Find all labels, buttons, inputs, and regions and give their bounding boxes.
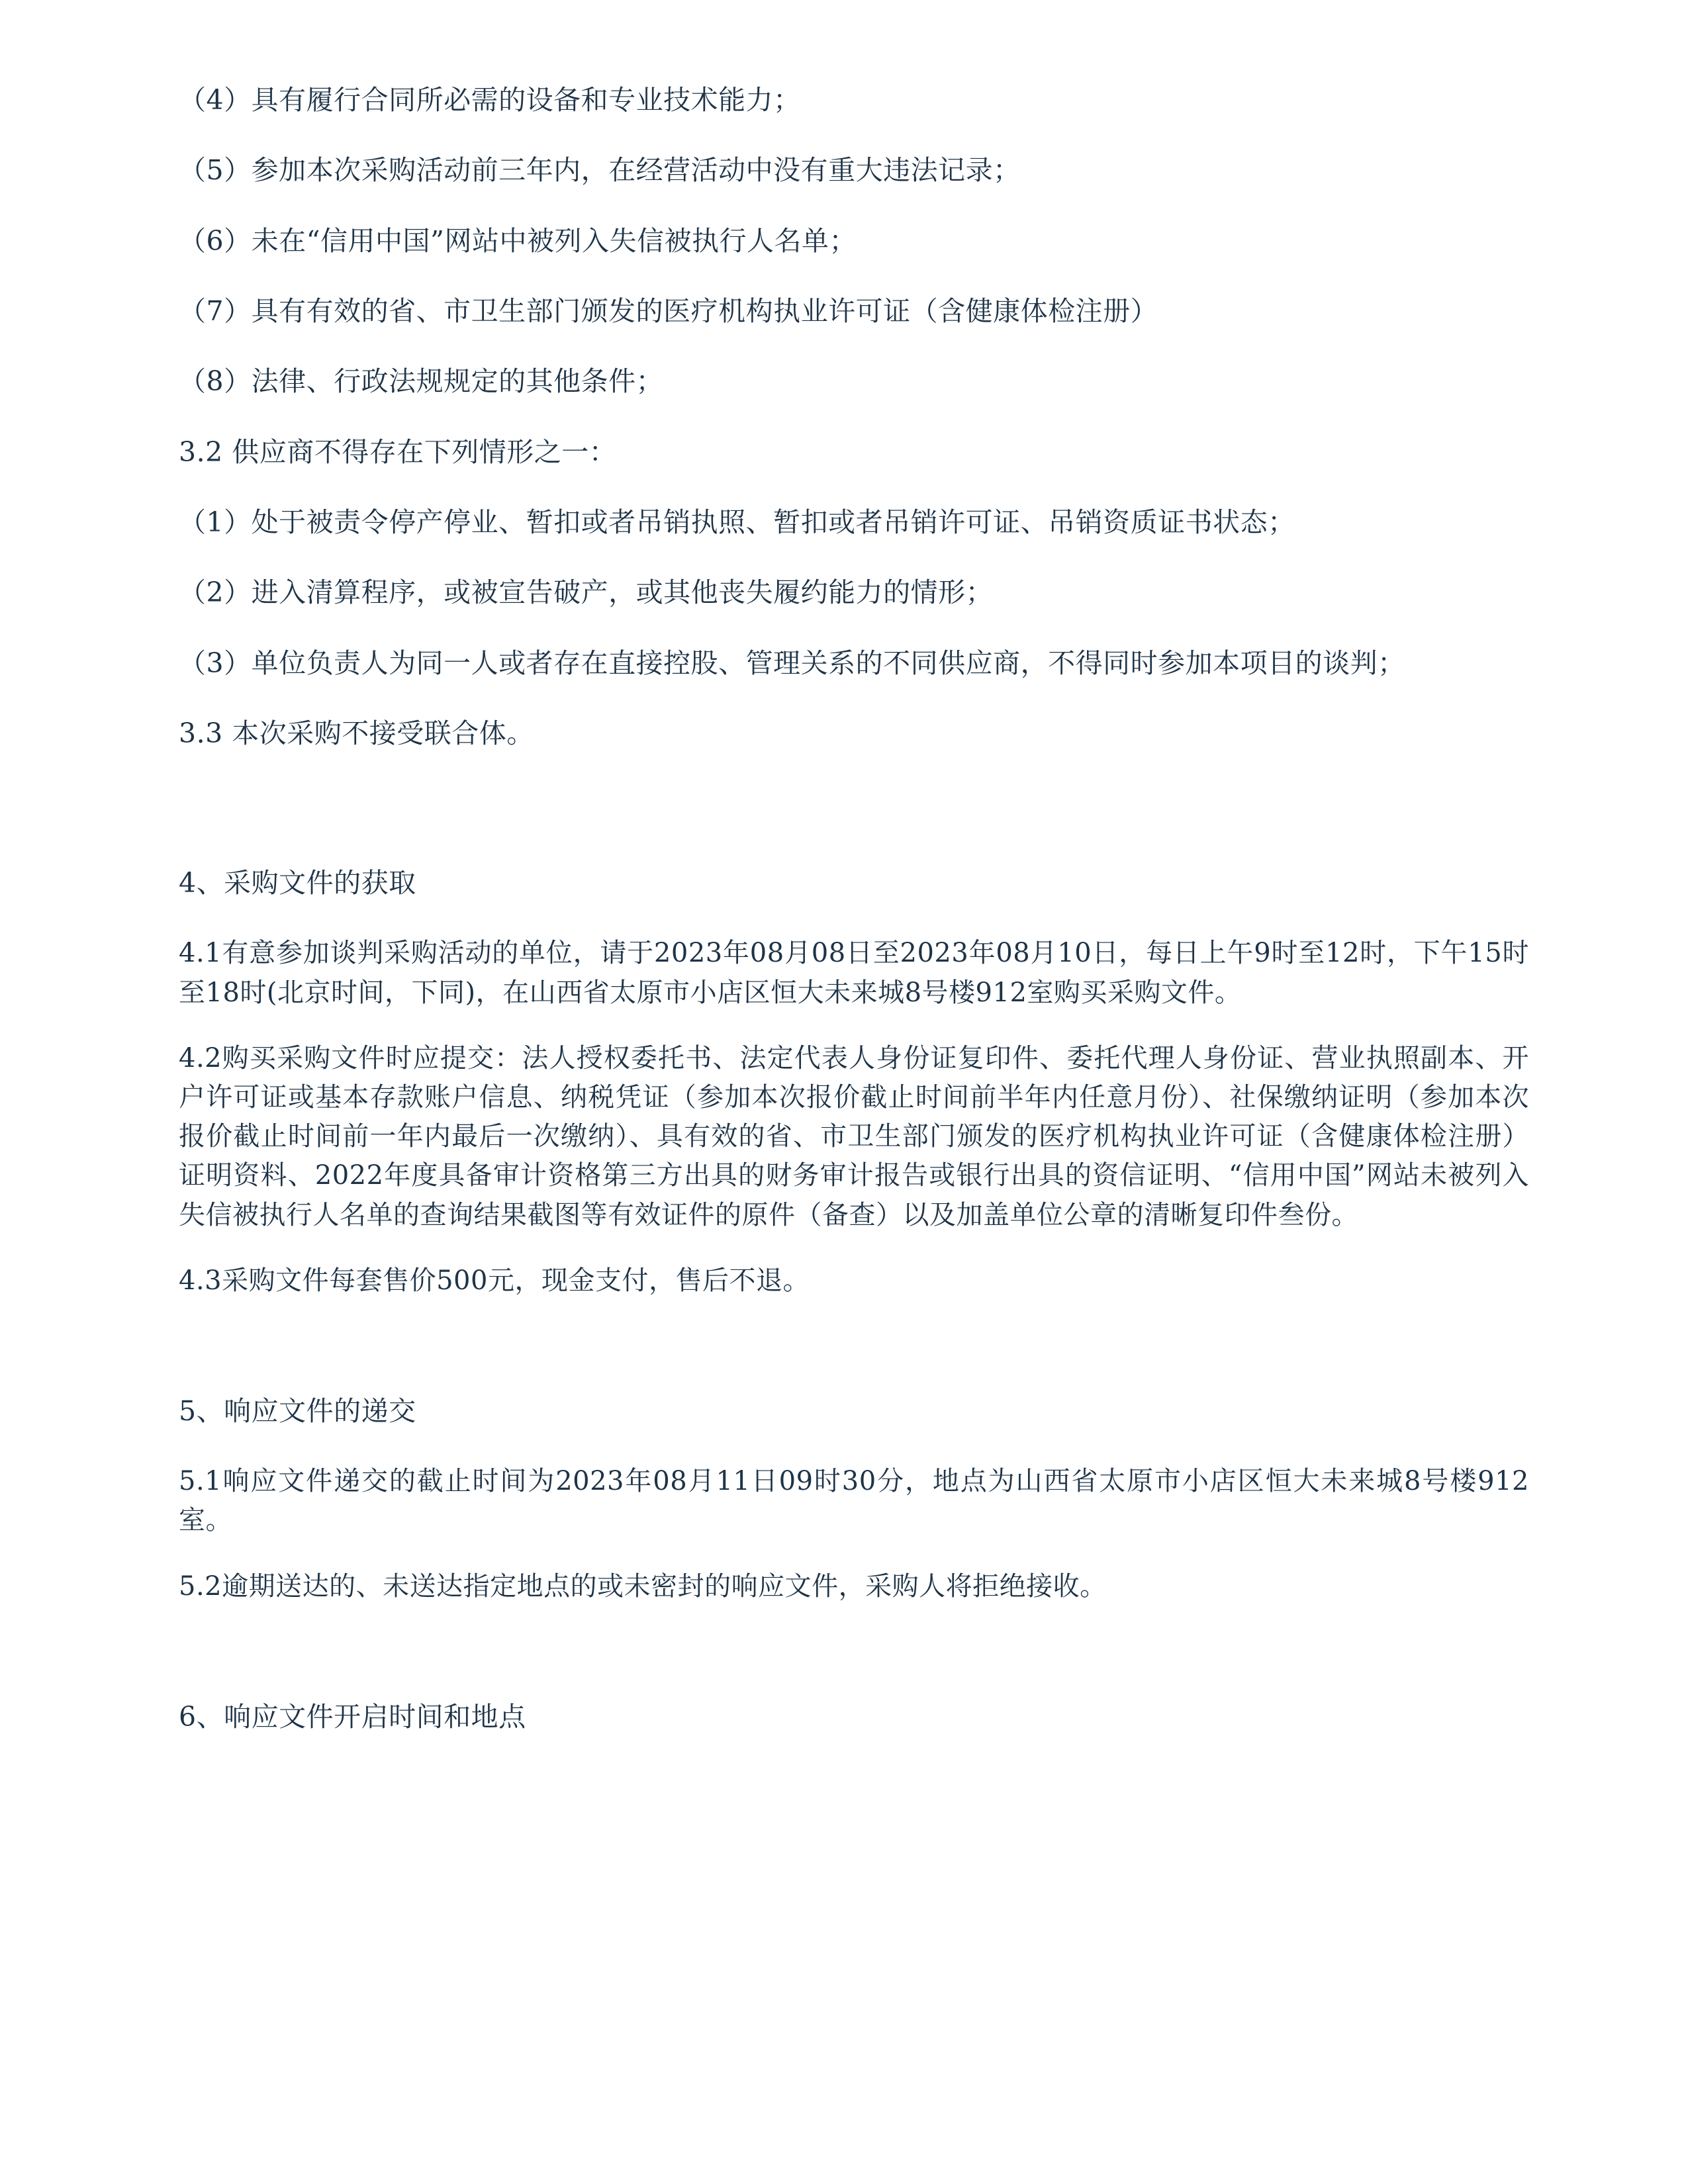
clause-3-2-item: （2）进入清算程序，或被宣告破产，或其他丧失履约能力的情形； (179, 576, 994, 609)
section-heading-5: 5、响应文件的递交 (179, 1394, 416, 1427)
clause-3-2-title: 3.2 供应商不得存在下列情形之一： (179, 435, 617, 468)
section-spacer (179, 1327, 1529, 1390)
paragraph-5-1: 5.1响应文件递交的截止时间为2023年08月11日09时30分，地点为山西省太原市小店区恒大未来城8号楼912室。 (179, 1466, 1529, 1536)
paragraph-4-1: 4.1有意参加谈判采购活动的单位，请于2023年08月08日至2023年08月10日，每日上午9时至12时，下午15时至18时(北京时间，下同)，在山西省太原市小店区恒大未来城8号楼912室购买采购文件。 (179, 938, 1529, 1008)
section-heading-6: 6、响应文件开启时间和地点 (179, 1700, 526, 1733)
clause-item: （8）法律、行政法规规定的其他条件； (179, 365, 664, 398)
section-spacer (179, 1633, 1529, 1696)
paragraph-4-3: 4.3采购文件每套售价500元，现金支付，售后不退。 (179, 1265, 810, 1296)
clause-item: （6）未在“信用中国”网站中被列入失信被执行人名单； (179, 224, 857, 257)
document-body (179, 79, 1529, 1737)
paragraph-4-2: 4.2购买采购文件时应提交：法人授权委托书、法定代表人身份证复印件、委托代理人身份证、营业执照副本、开户许可证或基本存款账户信息、纳税凭证（参加本次报价截止时间前半年内任意月份）、社保缴纳证明（参加本次报价截止时间前一年内最后一次缴纳）、具有效的省、市卫生部门颁发的医疗机构执业许可证（含健康体检注册）证明资料、2022年度具备审计资格第三方出具的财务审计报告或银行出具的资信证明、“信用中国”网站未被列入失信被执行人名单的查询结果截图等有效证件的原件（备查）以及加盖单位公章的清晰复印件叁份。 (179, 1042, 1529, 1230)
clause-item: （7）具有有效的省、市卫生部门颁发的医疗机构执业许可证（含健康体检注册） (179, 295, 1158, 327)
clause-3-2-item: （3）单位负责人为同一人或者存在直接控股、管理关系的不同供应商，不得同时参加本项目的谈判； (179, 647, 1405, 679)
paragraph-5-2: 5.2逾期送达的、未送达指定地点的或未密封的响应文件，采购人将拒绝接收。 (179, 1570, 1107, 1602)
section-heading-4: 4、采购文件的获取 (179, 867, 416, 899)
clause-3-3: 3.3 本次采购不接受联合体。 (179, 717, 534, 749)
clause-item: （5）参加本次采购活动前三年内，在经营活动中没有重大违法记录； (179, 154, 1021, 187)
section-spacer (179, 783, 1529, 862)
clause-item: （4）具有履行合同所必需的设备和专业技术能力； (179, 84, 801, 116)
clause-3-2-item: （1）处于被责令停产停业、暂扣或者吊销执照、暂扣或者吊销许可证、吊销资质证书状态； (179, 506, 1295, 538)
